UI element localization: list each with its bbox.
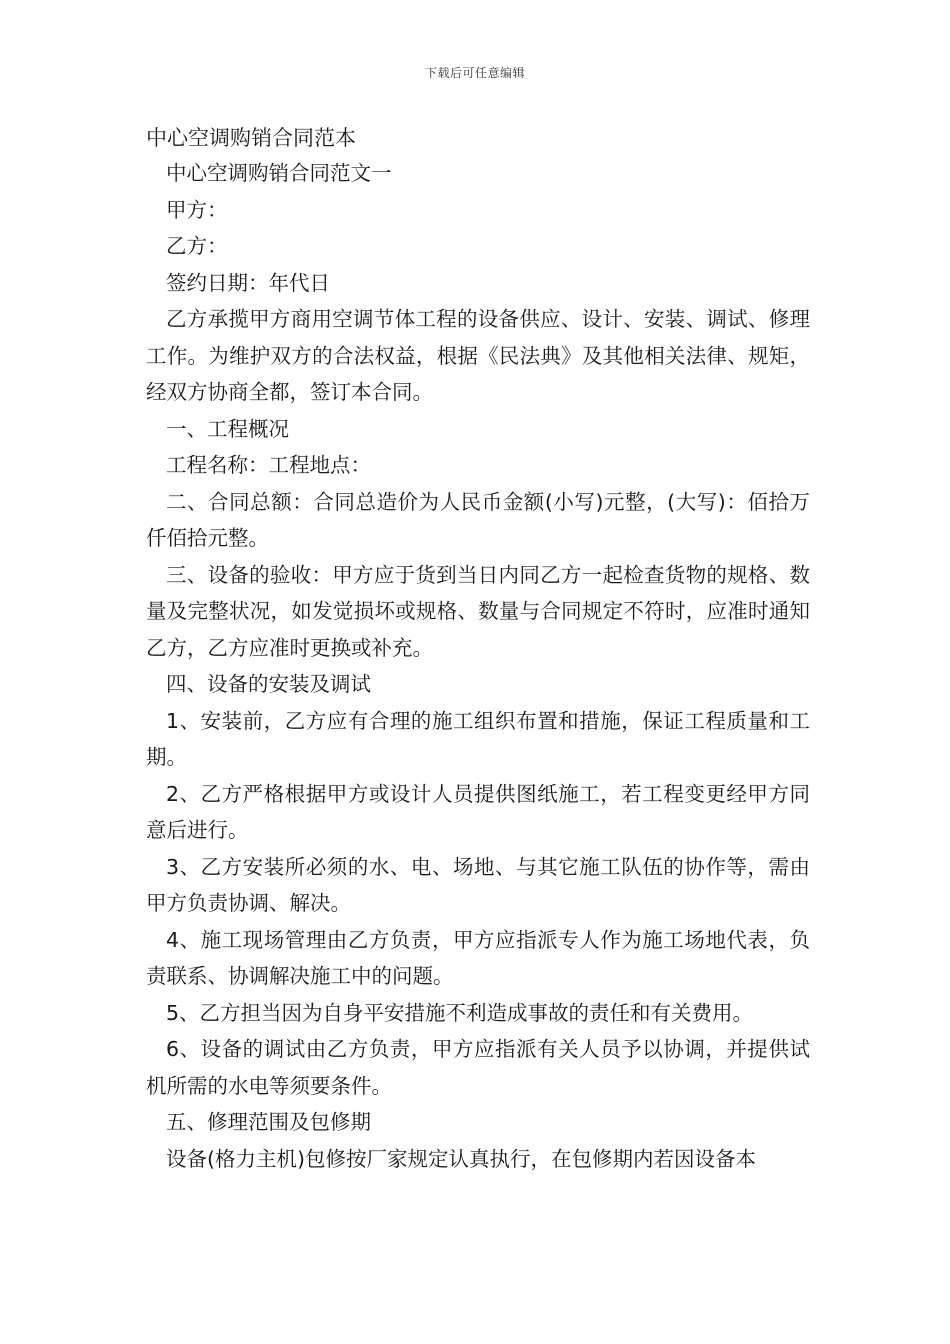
document-title: 中心空调购销合同范本 xyxy=(146,126,356,150)
page-header-note: 下载后可任意编辑 xyxy=(424,66,525,80)
clause-install-1: 1、安装前，乙方应有合理的施工组织布置和措施，保证工程质量和工期。 xyxy=(146,708,810,769)
clause-install-2: 2、乙方严格根据甲方或设计人员提供图纸施工，若工程变更经甲方同意后进行。 xyxy=(146,781,810,842)
paragraph-subtitle: 中心空调购销合同范文一 xyxy=(166,161,392,185)
document-body xyxy=(146,155,810,1177)
section-heading-overview: 一、工程概况 xyxy=(166,416,289,441)
paragraph-contract-total: 二、合同总额：合同总造价为人民币金额(小写)元整，(大写)：佰拾万仟佰拾元整。 xyxy=(146,489,810,550)
paragraph-party-a: 甲方： xyxy=(166,197,228,222)
paragraph-warranty: 设备(格力主机)包修按厂家规定认真执行，在包修期内若因设备本 xyxy=(166,1146,756,1171)
paragraph-party-b: 乙方： xyxy=(166,234,228,258)
paragraph-project-info: 工程名称：工程地点： xyxy=(166,453,371,477)
clause-install-4: 4、施工现场管理由乙方负责，甲方应指派专人作为施工场地代表，负责联系、协调解决施工中的问题。 xyxy=(146,927,810,988)
paragraph-acceptance: 三、设备的验收：甲方应于货到当日内同乙方一起检查货物的规格、数量及完整状况，如发觉损坏或规格、数量与合同规定不符时，应准时通知乙方，乙方应准时更换或补充。 xyxy=(146,562,810,660)
paragraph-intro: 乙方承揽甲方商用空调节体工程的设备供应、设计、安装、调试、修理工作。为维护双方的合法权益，根据《民法典》及其他相关法律、规矩，经双方协商全都，签订本合同。 xyxy=(146,307,810,404)
section-heading-installation: 四、设备的安装及调试 xyxy=(166,672,371,696)
paragraph-sign-date: 签约日期：年代日 xyxy=(166,270,330,295)
section-heading-warranty: 五、修理范围及包修期 xyxy=(166,1110,371,1134)
clause-install-5: 5、乙方担当因为自身平安措施不利造成事故的责任和有关费用。 xyxy=(166,1000,754,1025)
clause-install-3: 3、乙方安装所必须的水、电、场地、与其它施工队伍的协作等，需由甲方负责协调、解决。 xyxy=(146,854,810,915)
clause-install-6: 6、设备的调试由乙方负责，甲方应指派有关人员予以协调，并提供试机所需的水电等须要条件。 xyxy=(146,1037,810,1098)
